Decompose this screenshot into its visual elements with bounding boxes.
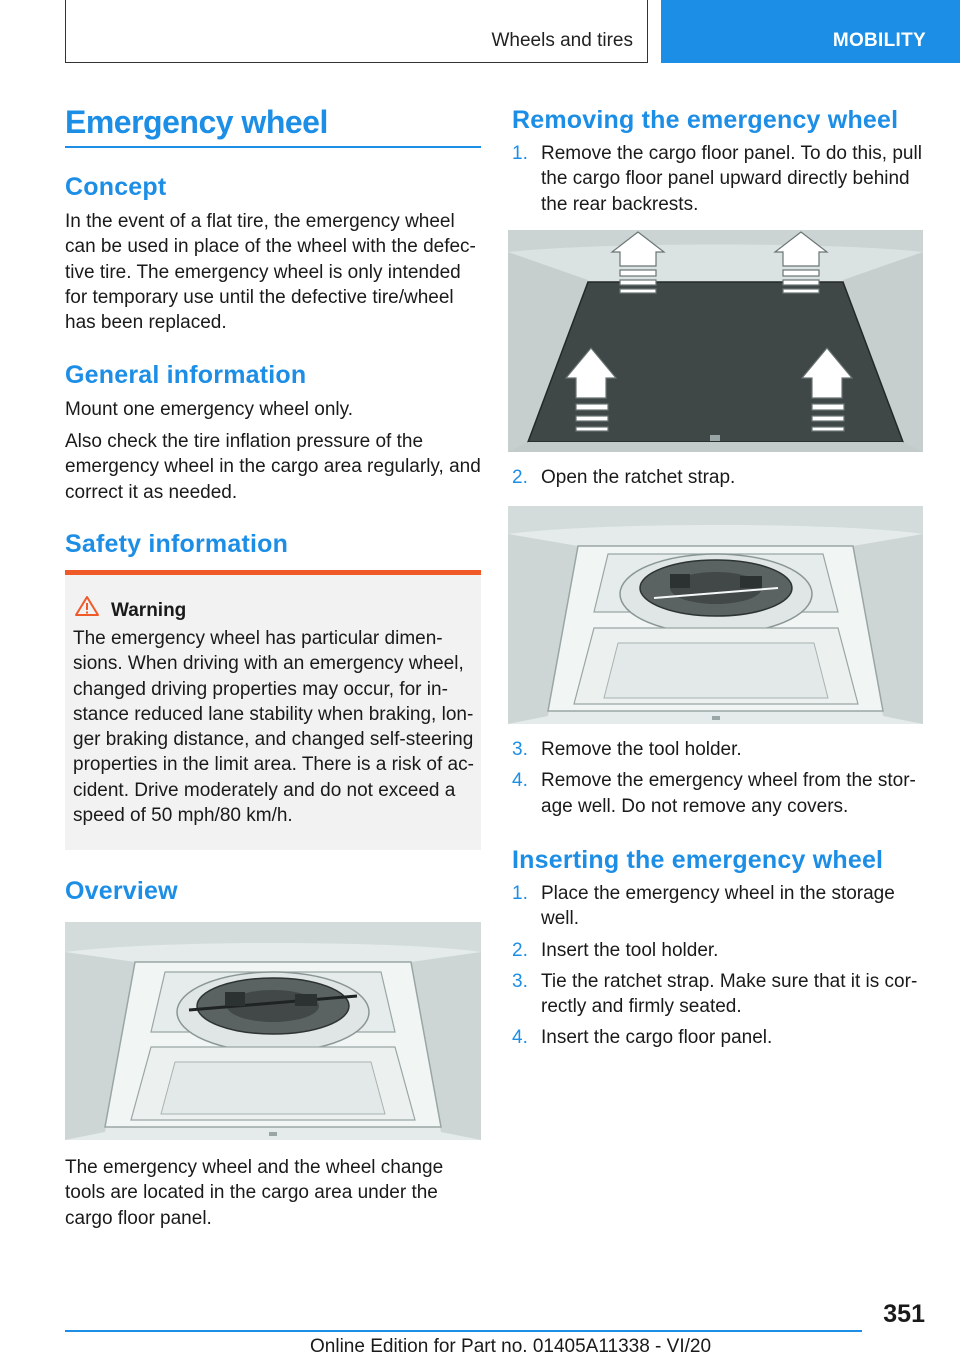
title-rule bbox=[65, 146, 481, 148]
text-line: Tie the ratchet strap. Make sure that it is cor- bbox=[541, 970, 918, 992]
text-line: In the event of a flat tire, the emergency wheel bbox=[65, 211, 455, 232]
warning-triangle-icon bbox=[74, 595, 100, 617]
list-item bbox=[512, 881, 932, 932]
header-chapter-tab bbox=[661, 0, 960, 63]
ratchet-strap-illustration bbox=[508, 506, 923, 724]
text-line: stance reduced lane stability when braking, lon- bbox=[73, 703, 474, 725]
text-line: tive tire. The emergency wheel is only intended bbox=[65, 261, 461, 283]
text-line: Insert the tool holder. bbox=[541, 939, 719, 961]
text-line: The emergency wheel has particular dimen- bbox=[73, 628, 443, 649]
step-number: 2. bbox=[512, 939, 528, 961]
text-line: age well. Do not remove any covers. bbox=[541, 795, 849, 817]
text-line: cident. Drive moderately and do not exceed a bbox=[73, 779, 456, 801]
heading-inserting-emergency-wheel: Inserting the emergency wheel bbox=[512, 846, 884, 874]
warning-box bbox=[65, 570, 481, 850]
text-line: can be used in place of the wheel with the defec- bbox=[65, 236, 476, 258]
list-item bbox=[512, 737, 932, 762]
footer-edition: Online Edition for Part no. 01405A11338 - VI/20 bbox=[310, 1336, 712, 1357]
overview-illustration bbox=[65, 922, 481, 1140]
text-line: emergency wheel in the cargo area regularly, and bbox=[65, 456, 481, 478]
cargo-floor-panel-illustration bbox=[508, 230, 923, 452]
text-line: Open the ratchet strap. bbox=[541, 467, 736, 488]
step-number: 4. bbox=[512, 1027, 528, 1049]
inserting-steps-list bbox=[512, 881, 932, 1057]
removing-steps-list-c bbox=[512, 737, 932, 825]
header-section-title: Wheels and tires bbox=[491, 30, 633, 51]
list-item bbox=[512, 1025, 932, 1050]
text-line: has been replaced. bbox=[65, 312, 227, 334]
text-line: the cargo floor panel upward directly behind bbox=[541, 168, 910, 190]
text-line: cargo floor panel. bbox=[65, 1207, 212, 1229]
footer-rule bbox=[65, 1330, 862, 1332]
text-line: tools are located in the cargo area under the bbox=[65, 1182, 438, 1204]
text-line: sions. When driving with an emergency wheel, bbox=[73, 653, 464, 675]
heading-removing-emergency-wheel: Removing the emergency wheel bbox=[512, 106, 899, 134]
text-line: Place the emergency wheel in the storage bbox=[541, 883, 895, 904]
header-section-box bbox=[65, 0, 648, 63]
list-item bbox=[512, 465, 932, 490]
list-item bbox=[512, 938, 932, 963]
text-line: Insert the cargo floor panel. bbox=[541, 1027, 773, 1049]
page-title: Emergency wheel bbox=[65, 104, 328, 140]
general-paragraph-2 bbox=[65, 429, 481, 505]
step-number: 1. bbox=[512, 143, 528, 164]
warning-title: Warning bbox=[111, 600, 187, 621]
list-item bbox=[512, 768, 932, 819]
step-number: 4. bbox=[512, 770, 528, 792]
overview-caption bbox=[65, 1155, 443, 1231]
list-item bbox=[512, 969, 932, 1020]
text-line: The emergency wheel and the wheel change bbox=[65, 1157, 444, 1178]
text-line: the rear backrests. bbox=[541, 193, 699, 215]
concept-paragraph bbox=[65, 209, 476, 335]
heading-concept: Concept bbox=[65, 173, 167, 201]
text-line: Remove the tool holder. bbox=[541, 739, 742, 760]
heading-overview: Overview bbox=[65, 877, 178, 905]
warning-bar bbox=[65, 570, 481, 575]
page-number: 351 bbox=[883, 1300, 925, 1328]
general-paragraph-1: Mount one emergency wheel only. bbox=[65, 399, 353, 420]
text-line: Also check the tire inflation pressure of the bbox=[65, 431, 424, 452]
text-line: rectly and firmly seated. bbox=[541, 996, 742, 1018]
text-line: Remove the cargo floor panel. To do this, pull bbox=[541, 143, 922, 164]
warning-text bbox=[73, 626, 477, 828]
text-line: changed driving properties may occur, for in- bbox=[73, 678, 448, 700]
removing-steps-list-b bbox=[512, 465, 932, 496]
step-number: 3. bbox=[512, 739, 528, 760]
header-chapter-title: MOBILITY bbox=[832, 30, 926, 51]
text-line: Remove the emergency wheel from the stor- bbox=[541, 770, 916, 792]
text-line: speed of 50 mph/80 km/h. bbox=[73, 805, 293, 827]
step-number: 3. bbox=[512, 970, 528, 992]
list-item bbox=[512, 141, 932, 217]
text-line: for temporary use until the defective tire/wheel bbox=[65, 286, 454, 308]
text-line: properties in the limit area. There is a risk of ac- bbox=[73, 754, 474, 776]
text-line: well. bbox=[541, 908, 580, 930]
step-number: 1. bbox=[512, 883, 528, 904]
removing-steps-list-a bbox=[512, 141, 932, 223]
text-line: correct it as needed. bbox=[65, 481, 238, 503]
heading-safety-information: Safety information bbox=[65, 530, 289, 558]
step-number: 2. bbox=[512, 467, 528, 488]
text-line: ger braking distance, and changed self-steering bbox=[73, 729, 474, 751]
heading-general-information: General information bbox=[65, 361, 307, 389]
